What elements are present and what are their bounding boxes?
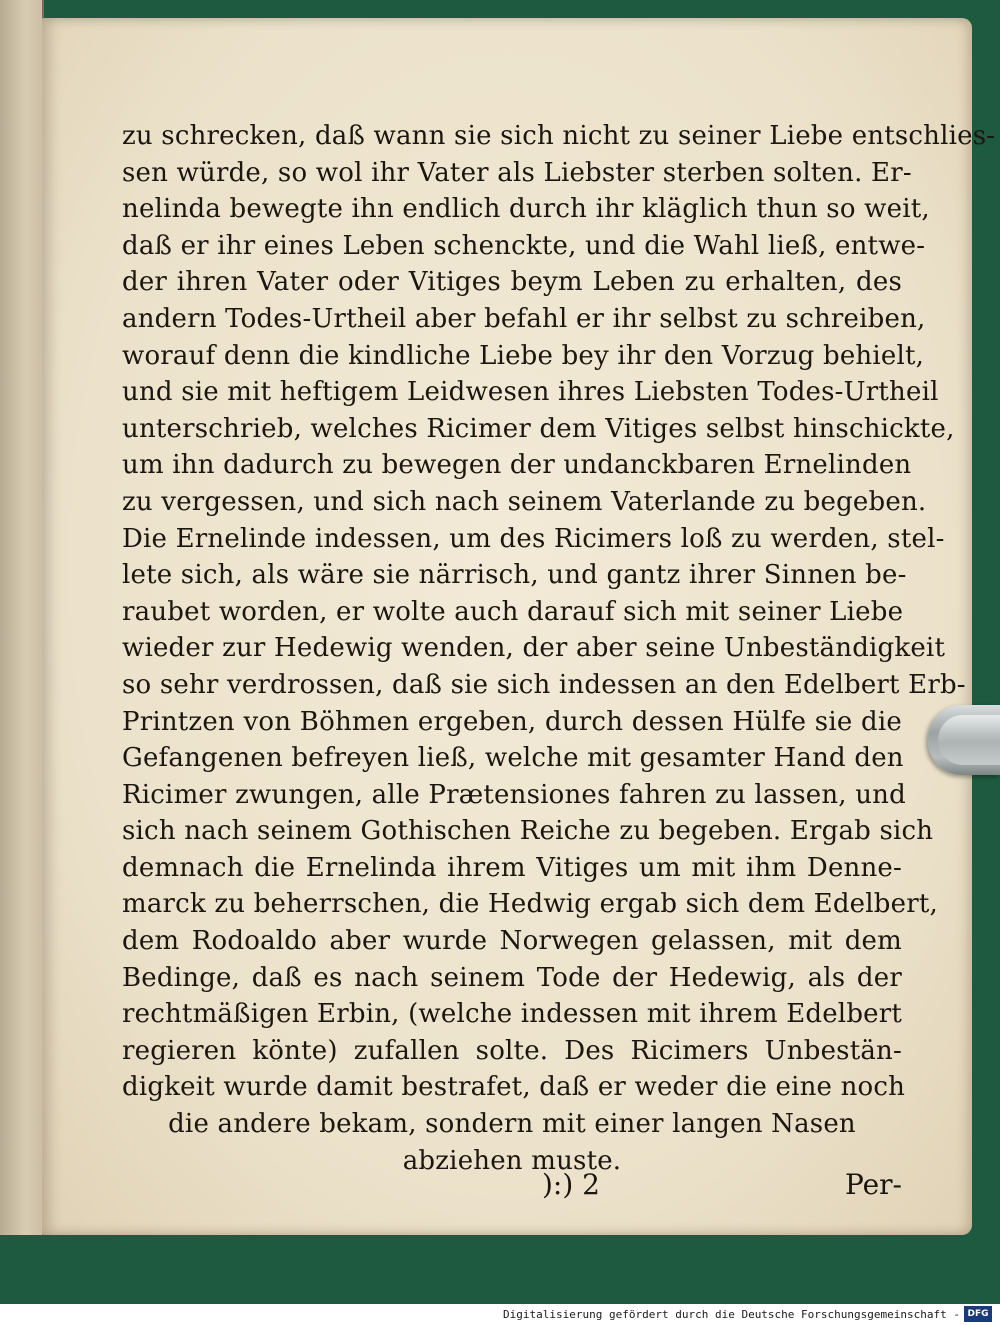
dfg-logo: DFG [964, 1306, 992, 1322]
text-line: zu schrecken, daß wann sie sich nicht zu seiner Liebe entschlies- [122, 121, 996, 151]
text-line: marck zu beherrschen, die Hedwig ergab sich dem Edelbert, [122, 889, 938, 920]
text-line: worauf denn die kindliche Liebe bey ihr den Vorzug behielt, [122, 340, 925, 371]
text-line: die andere bekam, sondern mit einer langen Nasen [168, 1109, 856, 1140]
text-line: wieder zur Hedewig wenden, der aber seine Unbeständigkeit [122, 633, 946, 664]
text-line: daß er ihr eines Leben schenckte, und die Wahl ließ, entwe- [122, 230, 926, 261]
text-line: zu vergessen, und sich nach seinem Vaterlande zu begeben. [122, 486, 927, 517]
text-line: Gefangenen befreyen ließ, welche mit gesamter Hand den [122, 743, 904, 774]
text-line: andern Todes-Urtheil aber befahl er ihr selbst zu schreiben, [122, 303, 926, 334]
text-line: digkeit wurde damit bestrafet, daß er weder die eine noch [122, 1072, 906, 1103]
signature-mark: ):) 2 [542, 1168, 600, 1201]
text-line: um ihn dadurch zu bewegen der undanckbaren Ernelinden [122, 450, 912, 481]
text-line: rechtmäßigen Erbin, (welche indessen mit ihrem Edelbert [122, 999, 903, 1030]
page-clip-highlight [938, 715, 1000, 765]
catchword: Per- [845, 1168, 902, 1201]
text-line: Printzen von Böhmen ergeben, durch dessen Hülfe sie die [122, 706, 902, 737]
book-page [42, 18, 996, 1235]
text-line: raubet worden, er wolte auch darauf sich mit seiner Liebe [122, 596, 904, 627]
text-line: sen würde, so wol ihr Vater als Liebster sterben solten. Er- [122, 157, 912, 188]
text-line: Die Ernelinde indessen, um des Ricimers loß zu werden, stel- [122, 523, 945, 554]
text-line: sich nach seinem Gothischen Reiche zu begeben. Ergab sich [122, 816, 934, 847]
text-line: abziehen muste. [402, 1145, 622, 1176]
left-page-edge [0, 0, 44, 1235]
text-line: so sehr verdrossen, daß sie sich indessen an den Edelbert Erb- [122, 669, 966, 700]
text-line: demnach die Ernelinda ihrem Vitiges um mit ihm Denne- [122, 852, 902, 883]
page-text [122, 118, 996, 1179]
text-line: nelinda bewegte ihn endlich durch ihr kläglich thun so weit, [122, 194, 930, 225]
text-line: unterschrieb, welches Ricimer dem Vitiges selbst hinschickte, [122, 413, 955, 444]
text-line: lete sich, als wäre sie närrisch, und gantz ihrer Sinnen be- [122, 560, 907, 591]
text-line: Bedinge, daß es nach seinem Tode der Hedewig, als der [122, 962, 902, 993]
text-line: regieren könte) zufallen solte. Des Ricimers Unbestän- [122, 1035, 902, 1066]
text-line: und sie mit heftigem Leidwesen ihres Liebsten Todes-Urtheil [122, 377, 939, 408]
text-line: der ihren Vater oder Vitiges beym Leben zu erhalten, des [122, 267, 902, 298]
credit-text: Digitalisierung gefördert durch die Deutsche Forschungsgemeinschaft - [503, 1308, 960, 1321]
page-footer [122, 1168, 902, 1208]
text-line: Ricimer zwungen, alle Prætensiones fahren zu lassen, und [122, 779, 906, 810]
text-line: dem Rodoaldo aber wurde Norwegen gelassen, mit dem [122, 926, 902, 957]
